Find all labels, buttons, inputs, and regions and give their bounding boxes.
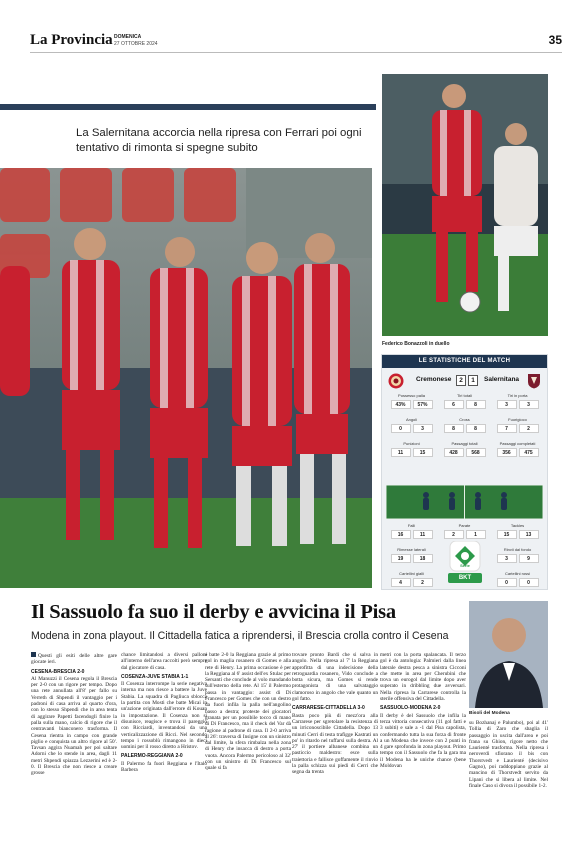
- column-1: [31, 652, 117, 779]
- match-heading: COSENZA-JUVE STABIA 1-1: [121, 673, 189, 680]
- stat-cell: [386, 441, 437, 457]
- stat-away-value: 2: [413, 578, 433, 587]
- stat-label: Rinvii dal fondo: [503, 547, 532, 552]
- stat-label: Passaggi completati: [499, 441, 536, 446]
- home-team-name: Cremonese: [416, 376, 452, 383]
- stat-cell: [492, 523, 543, 539]
- paragraph: Il Palermo fa fuori Reggiana e l'Italo Barbera: [121, 760, 207, 774]
- stat-home-value: 6: [444, 400, 464, 409]
- stat-cell: [439, 441, 490, 457]
- stat-home-value: 43%: [391, 400, 411, 409]
- column-3: [205, 652, 291, 774]
- article-deck: Modena in zona playout. Il Cittadella fatica a riprendersi, il Brescia crolla contro il Cesena: [31, 630, 449, 642]
- stat-cell: [492, 393, 543, 409]
- serie-bkt-logo: [442, 541, 488, 585]
- paragraph: metri con la porta spalancata. Il terzo gol è da antologia: Palmieri dalla linea laterale destra pesca a sinistra Cicconi che mette in area per Cherubini che trova un eurogol dal limite dopo aver superato in dribbling due avversari. Nella ripresa la Carrarese controlla la sterile offensiva del Cittadella.: [380, 652, 466, 703]
- stat-cell: [386, 547, 437, 563]
- stat-away-value: 2: [519, 424, 539, 433]
- side-photo-caption: Federico Bonazzoli in duello: [382, 341, 450, 347]
- stat-label: Tiri totali: [457, 393, 472, 398]
- stat-label: Tiri in porta: [507, 393, 528, 398]
- coach-photo-illustration: [469, 601, 548, 708]
- stat-cell: [386, 417, 437, 433]
- match-heading: CARRARESE-CITTADELLA 3-0: [292, 705, 365, 712]
- stat-home-value: 15: [497, 530, 517, 539]
- stat-home-value: 8: [444, 424, 464, 433]
- stat-home-value: 3: [497, 554, 517, 563]
- celebration-photo-illustration: [0, 168, 372, 588]
- stat-away-value: 475: [519, 448, 539, 457]
- stat-cell: [386, 523, 437, 539]
- stat-away-value: 8: [466, 400, 486, 409]
- paragraph: chance limitandosi a diversi palloni all'interno dell'area raccolti però sempre dal giocatore di casa.: [121, 652, 207, 671]
- pitch-graphic: [386, 485, 543, 519]
- stat-home-value: 0: [497, 578, 517, 587]
- stat-label: Passaggi totali: [451, 441, 478, 446]
- coach-photo: [469, 601, 548, 708]
- match-action-photo: [382, 74, 548, 336]
- stat-home-value: 16: [391, 530, 411, 539]
- stat-home-value: 2: [444, 530, 464, 539]
- stat-home-value: 0: [391, 424, 411, 433]
- article-subhead: La Salernitana accorcia nella ripresa con Ferrari poi ogni tentativo di rimonta si spegne subito: [76, 127, 362, 154]
- stat-label: Angoli: [405, 417, 418, 422]
- stat-away-value: 1: [466, 530, 486, 539]
- team-celebration-photo: [0, 168, 372, 588]
- stat-away-value: 11: [413, 530, 433, 539]
- stat-away-value: 13: [519, 530, 539, 539]
- stat-home-value: 4: [391, 578, 411, 587]
- match-heading: PALERMO-REGGIANA 2-0: [121, 753, 183, 760]
- paragraph: su Bozhanaj e Palumbo), poi al 41' Tollia di Zaro che sbaglia il passaggio in uscita dall'area e poi frana su Ghion, rigore netto che Laurienté trasforma. Nella ripresa i neroverdi sfiorano il bis con Thorstvedt e Laurienté (decisivo Gagno), poi raddoppiano grazie al mancino di Thorstvedt servito da Lipani che si libera al limite. Nel finale Caso si divora il possibile 1-2.: [469, 720, 548, 789]
- masthead: La Provincia: [30, 32, 113, 48]
- stat-away-value: 3: [519, 400, 539, 409]
- stat-away-value: 0: [519, 578, 539, 587]
- issue-day: DOMENICA: [114, 34, 142, 40]
- paragraph: Il derby è del Sassuolo che infila la terza vittoria consecutiva (11 gol fatti e 3 subiti) e sale a -1 dal Pisa capolista, confermando tutta la sua forza di fronte a un Modena che invece con 2 punti in 4 gare sprofonda in zona playout. Primo tempo con il Sassuolo che fa la gara ma il Modena ha le uniche chance (bene Moldovan: [380, 712, 466, 770]
- stat-cell: [492, 441, 543, 457]
- stat-away-value: 3: [413, 424, 433, 433]
- scoreline: [386, 373, 543, 389]
- stats-title: LE STATISTICHE DEL MATCH: [382, 355, 547, 368]
- stat-home-value: 11: [391, 448, 411, 457]
- stat-cell: [386, 393, 437, 409]
- stat-home-value: 428: [444, 448, 464, 457]
- column-5: [380, 652, 466, 771]
- cremonese-crest-icon: [388, 373, 404, 389]
- stat-label: Tackles: [510, 523, 525, 528]
- stat-away-value: 568: [466, 448, 486, 457]
- match-heading: SASSUOLO-MODENA 2-0: [380, 705, 441, 712]
- column-4: [292, 652, 378, 778]
- coach-photo-caption: Bisoli del Modena: [469, 711, 510, 716]
- stat-label: Cartellini gialli: [399, 571, 424, 576]
- section-band: [0, 104, 376, 110]
- stat-cell: [439, 393, 490, 409]
- issue-date: 27 OTTOBRE 2024: [114, 41, 158, 47]
- paragraph: Il Cosenza interrompe la serie negativa interna ma non riesce a battere la Juve Stabia. La squadra di Pagliuca sblocca la partita con Mosti che batte Micai in un'azione originata dall'errore di Kouan in impostazione. Il Cosenza non si disunisce, reagisce e trova il pareggio con Ricciardi, inventandosi da una verticalizzazione di Ricci. Nel secondo tempo i rossoblù rimangono in dieci uomini per il rosso diretto a Hristov.: [121, 681, 207, 751]
- stat-away-value: 18: [413, 554, 433, 563]
- column-6: [469, 720, 548, 791]
- column-2: [121, 652, 207, 775]
- stat-away-value: 57%: [413, 400, 433, 409]
- stat-home-value: 3: [497, 400, 517, 409]
- intro-text: Questi gli esiti delle altre gare giocate ieri.: [31, 653, 117, 666]
- stat-home-value: 7: [497, 424, 517, 433]
- serie-logo-text: Serie: [460, 563, 470, 568]
- stat-cell: [386, 571, 437, 587]
- match-stats-box: [381, 354, 548, 590]
- paragraph: e batte 2-0 la Reggiana grazie al primo gol in maglia rosanero di Gomes e alla rete di Henry. La prima occasione è per la Reggiana al 6' assist dell'ex Stulac per Sersanti che conclude al volo mandando sull'esterno della rete. Al 15' il Palermo passa in vantaggio: assist di Di Francesco per Gomes che con un destro da fuori infila la palla nell'angolino basso a destra; proteste dei giocatori granata per un possibile tocco di mano di Di Francesco, ma il check del Var dà ragione al padrone di casa. Il 2-0 arriva al 26': traversa di Insigne con un sinistro dal limite, la sfera rimbalza nella zona di Henry che insacca di destro a porta vuota. Ancora Palermo pericoloso al 32' con un sinistro di Di Francesco sul quale si fa: [205, 652, 291, 772]
- bullet-icon: [31, 652, 36, 657]
- paragraph: Basta poco più di mezz'ora alla Carrarese per sgretolare la resistenza di un irriconoscibile Cittadella. Dopo 13 minuti Cerri di testa trafigge Kastrati un po' in ritardo nel tuffarsi sulla destra. Al 27' il portiere albanese combina un pasticcio maldestro: esce sulla traiettoria e fallisce goffamente il rinvio la palla schizza sui piedi di Cerri che segna da trenta: [292, 712, 378, 776]
- salernitana-crest-icon: [526, 373, 542, 389]
- stat-cell: [439, 523, 490, 539]
- stat-label: Rimesse laterali: [397, 547, 426, 552]
- stat-away-value: 15: [413, 448, 433, 457]
- stat-away-value: 8: [466, 424, 486, 433]
- stat-cell: [492, 547, 543, 563]
- action-photo-illustration: [382, 74, 548, 336]
- stat-label: Possesso palla: [398, 393, 425, 398]
- match-heading: CESENA-BRESCIA 2-0: [31, 668, 85, 675]
- away-team-name: Salernitana: [484, 376, 520, 383]
- page-number: 35: [548, 33, 562, 47]
- stat-label: Cartellini rossi: [504, 571, 531, 576]
- stat-label: Cross: [459, 417, 470, 422]
- paragraph: trovare pronto Bardi che si salva in angolo. Nella ripresa al 7' la Reggiana approfitta di una indecisione della retroguardia rosanero, Vido conclude a botta sicura, ma Gomes si rende protagonista di una salvataggio clamoroso in angolo che vale quanto un gol fatto.: [292, 652, 378, 703]
- stat-label: Fuorigioco: [508, 417, 527, 422]
- header-rule: [30, 52, 562, 53]
- away-score: 1: [468, 375, 478, 386]
- stat-home-value: 19: [391, 554, 411, 563]
- article-headline: Il Sassuolo fa suo il derby e avvicina il Pisa: [31, 601, 396, 623]
- stat-cell: [492, 417, 543, 433]
- stat-home-value: 356: [497, 448, 517, 457]
- stat-label: Punizioni: [403, 441, 420, 446]
- pitch-icon: [386, 485, 543, 519]
- home-score: 2: [456, 375, 466, 386]
- stat-cell: [439, 417, 490, 433]
- stat-away-value: 9: [519, 554, 539, 563]
- stat-label: Falli: [407, 523, 416, 528]
- paragraph: Al Manuzzi il Cesena regola il Brescia per 2-0 con un rigore per tempo. Dopo una rete annullata all'8' per fallo su Verreth di Shpendi il vantaggio per i padroni di casa arriva al quarto d'ora, con lo stesso Shpendi che in area tenta di aggirare Papetti facendogli finire la palla sulla mano, calcio di rigore che il centravanti bianconero trasforma. Il Cesena rientra in campo con grande piglio e conquista un altro rigore al 50'. Tavsan aggira Nuamah per poi saltare Adorni che lo stende in area, dagli 11 metri Shpendi spiazza Lezzerini ed è 2-0. Il Brescia che non riesce a creare grosse: [31, 675, 117, 777]
- stat-cell: [492, 571, 543, 587]
- stat-label: Parate: [458, 523, 471, 528]
- bkt-logo-text: BKT: [458, 575, 472, 581]
